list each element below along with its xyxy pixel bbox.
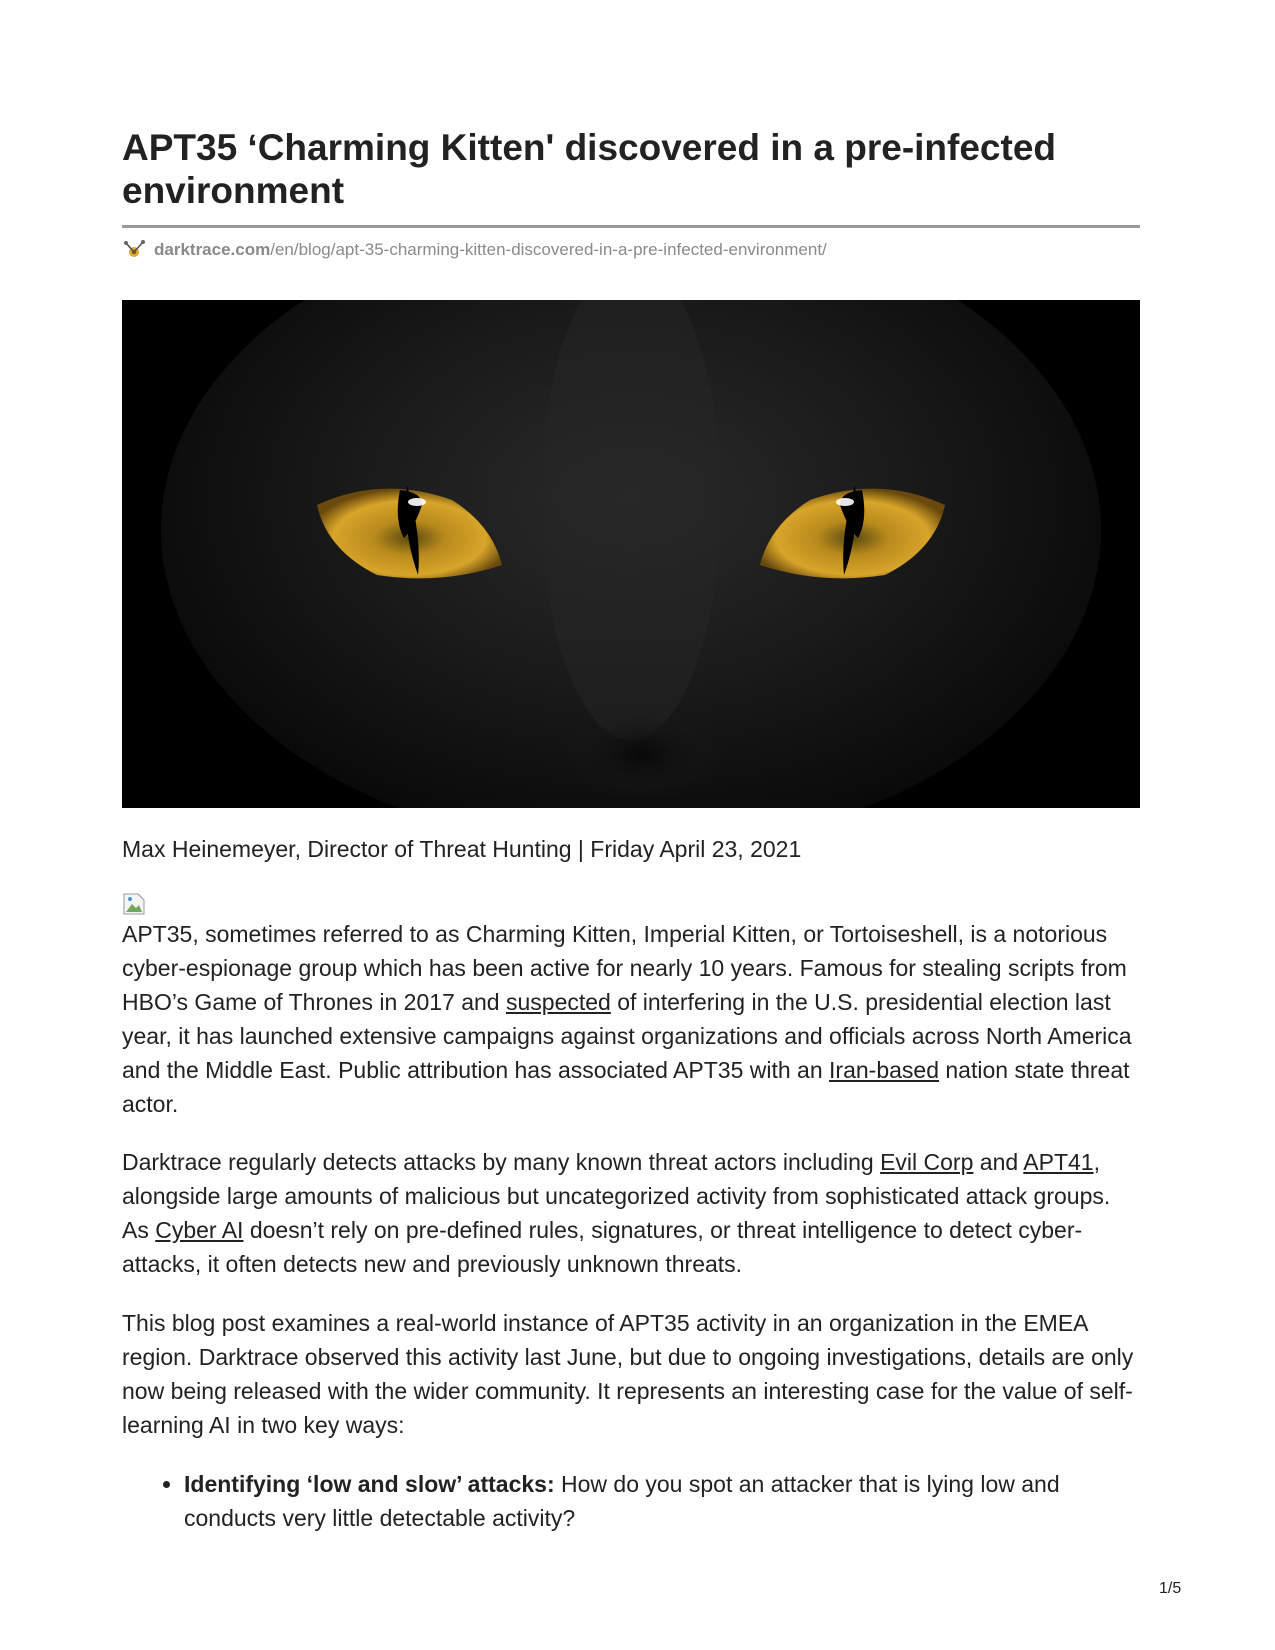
paragraph-text: of interfering in the U.S. presidential election last year, it has launched extensive campaigns against organizations and officials across North America and the Middle East. Public attribution has associated APT35 with an bbox=[122, 989, 1132, 1083]
paragraph-text: APT35, sometimes referred to as Charming Kitten, Imperial Kitten, or Tortoiseshell, is a notorious cyber-espionage group which has been active for nearly 10 years. Famous for stealing scripts from HBO’s Game of Thrones in 2017 and bbox=[122, 921, 1127, 1015]
article-byline: Max Heinemeyer, Director of Threat Hunting | Friday April 23, 2021 bbox=[122, 836, 802, 862]
key-points-list bbox=[122, 1467, 1140, 1535]
paragraph-detections bbox=[122, 1145, 1140, 1281]
link-apt41[interactable]: APT41 bbox=[1023, 1149, 1094, 1175]
source-url[interactable] bbox=[122, 238, 827, 262]
paragraph-text: nation state threat actor. bbox=[122, 1057, 1130, 1117]
paragraph-text: , alongside large amounts of malicious but uncategorized activity from sophisticated attack groups. As bbox=[122, 1149, 1111, 1243]
paragraph-text: doesn’t rely on pre-defined rules, signatures, or threat intelligence to detect cyber-attacks, it often detects new and previously unknown threats. bbox=[122, 1217, 1083, 1277]
source-domain: darktrace.com bbox=[154, 240, 271, 259]
link-evil-corp[interactable]: Evil Corp bbox=[880, 1149, 974, 1175]
title-divider bbox=[122, 225, 1140, 228]
list-item bbox=[184, 1467, 1140, 1535]
paragraph-overview: This blog post examines a real-world instance of APT35 activity in an organization in the EMEA region. Darktrace observed this activity last June, but due to ongoing investigations, details are only now being released with the wider community. It represents an interesting case for the value of self-learning AI in two key ways: bbox=[122, 1310, 1134, 1438]
paragraph-text: and bbox=[973, 1149, 1024, 1175]
page-number: 1/5 bbox=[1159, 1580, 1182, 1597]
article-title: APT35 ‘Charming Kitten' discovered in a pre-infected environment bbox=[122, 127, 1056, 211]
source-path: /en/blog/apt-35-charming-kitten-discovered-in-a-pre-infected-environment/ bbox=[270, 240, 827, 259]
list-item-text: How do you spot an attacker that is lying low and conducts very little detectable activity? bbox=[184, 1471, 1060, 1531]
broken-image-icon bbox=[122, 892, 146, 916]
paragraph-intro bbox=[122, 917, 1140, 1121]
link-cyber-ai[interactable]: Cyber AI bbox=[155, 1217, 244, 1243]
link-iran-based[interactable]: Iran-based bbox=[829, 1057, 939, 1083]
link-suspected[interactable]: suspected bbox=[505, 989, 611, 1015]
darktrace-logo-icon bbox=[122, 238, 146, 262]
list-item-heading: Identifying ‘low and slow’ attacks: bbox=[184, 1471, 555, 1497]
paragraph-text: Darktrace regularly detects attacks by many known threat actors including bbox=[122, 1149, 881, 1175]
black-cat-eyes-image bbox=[122, 300, 1140, 808]
